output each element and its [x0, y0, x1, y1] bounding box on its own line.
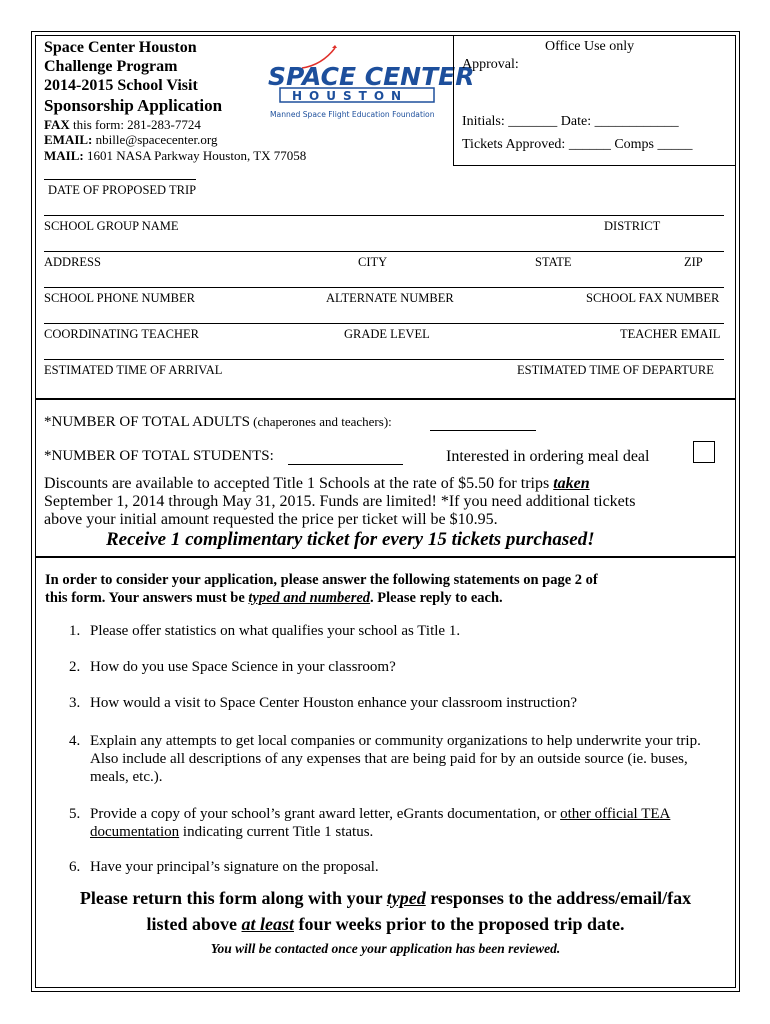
- question-number: 6.: [69, 859, 81, 875]
- header-title-line-2: Challenge Program: [44, 58, 178, 75]
- discount-line-3: above your initial amount requested the price per ticket will be $10.95.: [44, 511, 498, 528]
- discount-line-1: [44, 475, 590, 493]
- instr-text-a: this form. Your answers must be: [45, 590, 249, 606]
- question-number: 2.: [69, 659, 81, 675]
- adults-row: [44, 414, 392, 431]
- initials-date-line: Initials: _______ Date: ____________: [462, 114, 679, 129]
- adults-label: *NUMBER OF TOTAL ADULTS: [44, 414, 250, 430]
- students-label: *NUMBER OF TOTAL STUDENTS:: [44, 448, 274, 464]
- logo-tagline: Manned Space Flight Education Foundation: [270, 110, 435, 119]
- tickets-approved-line: Tickets Approved: ______ Comps _____: [462, 137, 693, 152]
- mail-text: 1601 NASA Parkway Houston, TX 77058: [83, 148, 307, 163]
- school-group-label: SCHOOL GROUP NAME: [44, 219, 179, 233]
- school-group-line: [44, 215, 724, 216]
- question-number: 1.: [69, 623, 81, 639]
- logo-line-2: HOUSTON: [292, 89, 409, 103]
- question-text: Explain any attempts to get local companies or community organizations to help underwrite your trip. Also include all descriptions of any expenses that are being paid for by an outside source (ie. buses, meals, etc.).: [90, 733, 701, 785]
- city-label: CITY: [358, 255, 388, 269]
- header-title-line-1: Space Center Houston: [44, 39, 197, 56]
- question-text: Have your principal’s signature on the proposal.: [90, 859, 379, 875]
- state-label: STATE: [535, 255, 572, 269]
- discount-taken: taken: [553, 475, 590, 492]
- arrival-label: ESTIMATED TIME OF ARRIVAL: [44, 363, 223, 377]
- return-text-a: Please return this form along with your: [79, 888, 387, 908]
- school-fax-label: SCHOOL FAX NUMBER: [586, 291, 720, 305]
- arrival-line: [44, 359, 724, 360]
- discount-line-2: September 1, 2014 through May 31, 2015. Funds are limited! *If you need additional tickets: [44, 493, 636, 510]
- students-input-line[interactable]: [288, 464, 403, 465]
- q5-text-c: indicating current Title 1 status.: [179, 824, 374, 840]
- school-phone-label: SCHOOL PHONE NUMBER: [44, 291, 195, 305]
- phone-line: [44, 287, 724, 288]
- return-typed: typed: [386, 888, 426, 908]
- question-number: 5.: [69, 806, 81, 822]
- question-text: How do you use Space Science in your classroom?: [90, 659, 396, 675]
- return-at-least: at least: [241, 914, 294, 934]
- section-divider-2: [35, 556, 736, 558]
- return-line-2: [35, 914, 736, 935]
- coordinating-teacher-label: COORDINATING TEACHER: [44, 327, 199, 341]
- instr-text-c: . Please reply to each.: [370, 590, 503, 606]
- fax-text: this form: 281-283-7724: [69, 117, 201, 132]
- section-divider-1: [35, 398, 736, 400]
- teacher-line: [44, 323, 724, 324]
- adults-input-line[interactable]: [430, 430, 536, 431]
- mail-line: [44, 148, 306, 164]
- email-line: [44, 132, 217, 148]
- promo-text: Receive 1 complimentary ticket for every 15 tickets purchased!: [106, 529, 595, 550]
- space-center-logo: [262, 40, 475, 122]
- district-label: DISTRICT: [604, 219, 661, 233]
- return-text-f: four weeks prior to the proposed trip date.: [294, 914, 625, 934]
- office-use-title: Office Use only: [545, 39, 635, 54]
- question-number: 3.: [69, 695, 81, 711]
- q5-underlined: other official TEA documentation: [90, 806, 671, 840]
- email-label: EMAIL:: [44, 132, 93, 147]
- zip-label: ZIP: [684, 255, 703, 269]
- logo-rocket-icon: [332, 45, 337, 48]
- question-text: How would a visit to Space Center Houston enhance your classroom instruction?: [90, 695, 577, 711]
- fax-label: FAX: [44, 117, 70, 132]
- approval-label: Approval:: [462, 57, 519, 72]
- instructions-line-2: [45, 589, 503, 607]
- departure-label: ESTIMATED TIME OF DEPARTURE: [517, 363, 714, 377]
- return-text-d: listed above: [146, 914, 242, 934]
- teacher-email-label: TEACHER EMAIL: [620, 327, 721, 341]
- address-label: ADDRESS: [44, 255, 101, 269]
- return-text-c: responses to the address/email/fax: [425, 888, 692, 908]
- question-number: 4.: [69, 733, 81, 749]
- logo-line-1: SPACE CENTER: [268, 62, 475, 91]
- header-title-line-4: Sponsorship Application: [44, 96, 223, 115]
- contacted-note: You will be contacted once your application has been reviewed.: [210, 941, 561, 956]
- discount-text-1a: Discounts are available to accepted Title 1 Schools at the rate of $5.50 for trips: [44, 475, 554, 492]
- date-trip-label: DATE OF PROPOSED TRIP: [48, 183, 197, 197]
- fax-line: [44, 117, 201, 133]
- email-text: nbille@spacecenter.org: [92, 132, 218, 147]
- instructions-line-1: In order to consider your application, please answer the following statements on page 2 of: [45, 572, 598, 588]
- header-title-line-3: 2014-2015 School Visit: [44, 77, 198, 94]
- address-line: [44, 251, 724, 252]
- meal-deal-label: Interested in ordering meal deal: [446, 448, 650, 465]
- q5-text-a: Provide a copy of your school’s grant award letter, eGrants documentation, or: [90, 806, 561, 822]
- meal-deal-checkbox[interactable]: [693, 441, 715, 463]
- question-text: Please offer statistics on what qualifies your school as Title 1.: [90, 623, 461, 639]
- adults-note: (chaperones and teachers):: [249, 414, 392, 429]
- date-trip-line: [44, 179, 196, 180]
- question-text: [90, 805, 715, 841]
- alternate-number-label: ALTERNATE NUMBER: [326, 291, 454, 305]
- grade-level-label: GRADE LEVEL: [344, 327, 430, 341]
- mail-label: MAIL:: [44, 148, 84, 163]
- return-line-1: [35, 888, 736, 909]
- instr-typed-numbered: typed and numbered: [248, 590, 371, 606]
